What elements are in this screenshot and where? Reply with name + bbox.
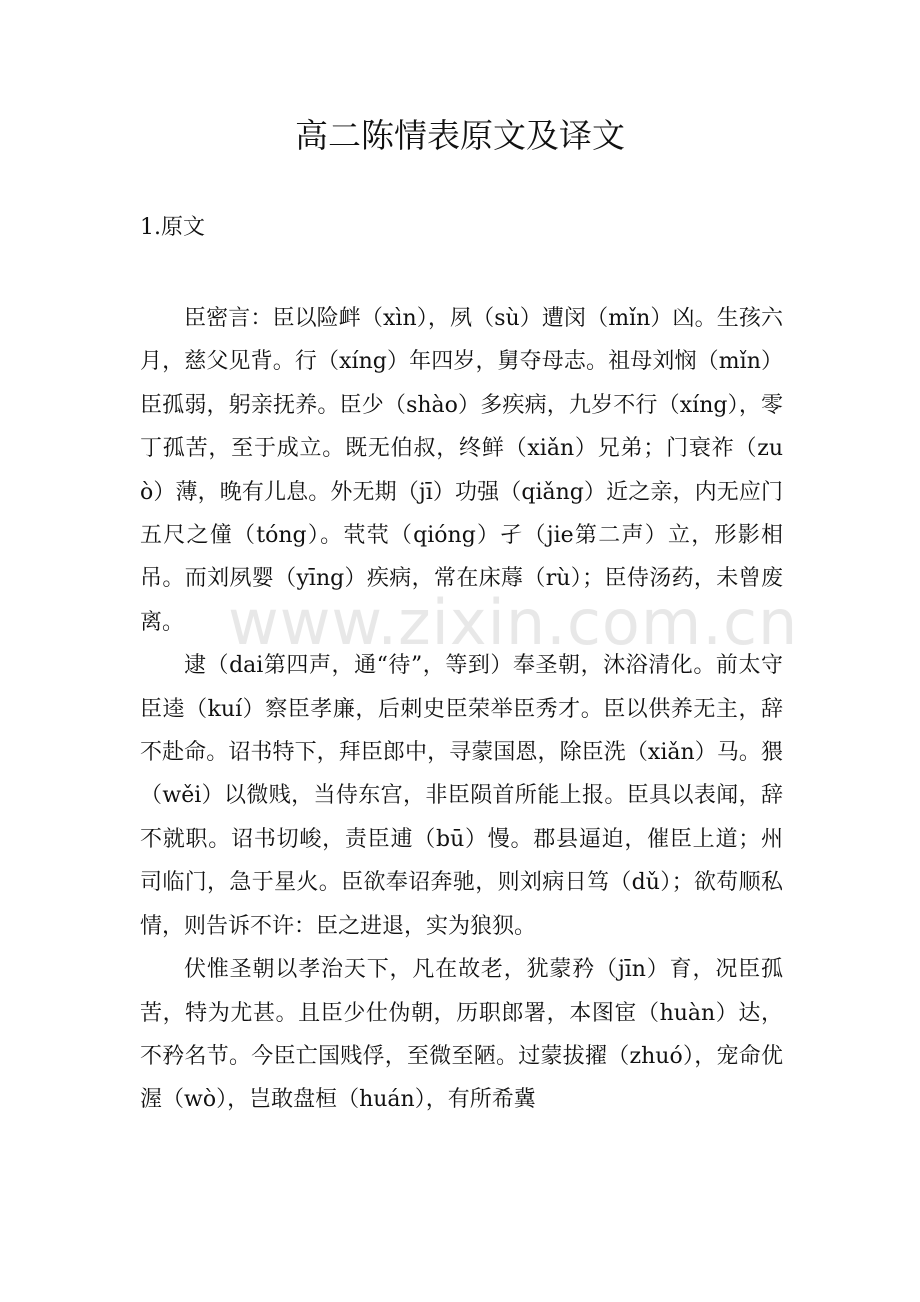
watermark: www.zixin.com.cn [228, 586, 799, 659]
document-title: 高二陈情表原文及译文 [295, 116, 625, 155]
paragraph-2: 逮（dai第四声，通“待”，等到）奉圣朝，沐浴清化。前太守臣逵（kuí）察臣孝廉，后刺史臣荣举臣秀才。臣以供养无主，辞不赴命。诏书特下，拜臣郎中，寻蒙国恩，除臣洗（xiǎn）马。猥（wěi）以微贱，当侍东宫，非臣陨首所能上报。臣具以表闻，辞不就职。诏书切峻，责臣逋（bū）慢。郡县逼迫，催臣上道；州司临门，急于星火。臣欲奉诏奔驰，则刘病日笃（dǔ）；欲苟顺私情，则告诉不许：臣之进退，实为狼狈。 [140, 653, 783, 939]
paragraph-1: 臣密言：臣以险衅（xìn），夙（sù）遭闵（mǐn）凶。生孩六月，慈父见背。行（xíng）年四岁，舅夺母志。祖母刘悯（mǐn）臣孤弱，躬亲抚养。臣少（shào）多疾病，九岁不行（xíng），零丁孤苦，至于成立。既无伯叔，终鲜（xiǎn）兄弟；门衰祚（zuò）薄，晚有儿息。外无期（jī）功强（qiǎng）近之亲，内无应门五尺之僮（tóng）。茕茕（qióng）孑（jie第二声）立，形影相吊。而刘夙婴（yīng）疾病，常在床蓐（rù）；臣侍汤药，未曾废离。 [140, 306, 783, 635]
paragraph-3: 伏惟圣朝以孝治天下，凡在故老，犹蒙矜（jīn）育，况臣孤苦，特为尤甚。且臣少仕伪朝，历职郎署，本图宦（huàn）达，不矜名节。今臣亡国贱俘，至微至陋。过蒙拔擢（zhuó），宠命优渥（wò），岂敢盘桓（huán），有所希冀 [140, 957, 783, 1113]
body-text [140, 297, 783, 1122]
section-heading: 1.原文 [140, 215, 205, 240]
